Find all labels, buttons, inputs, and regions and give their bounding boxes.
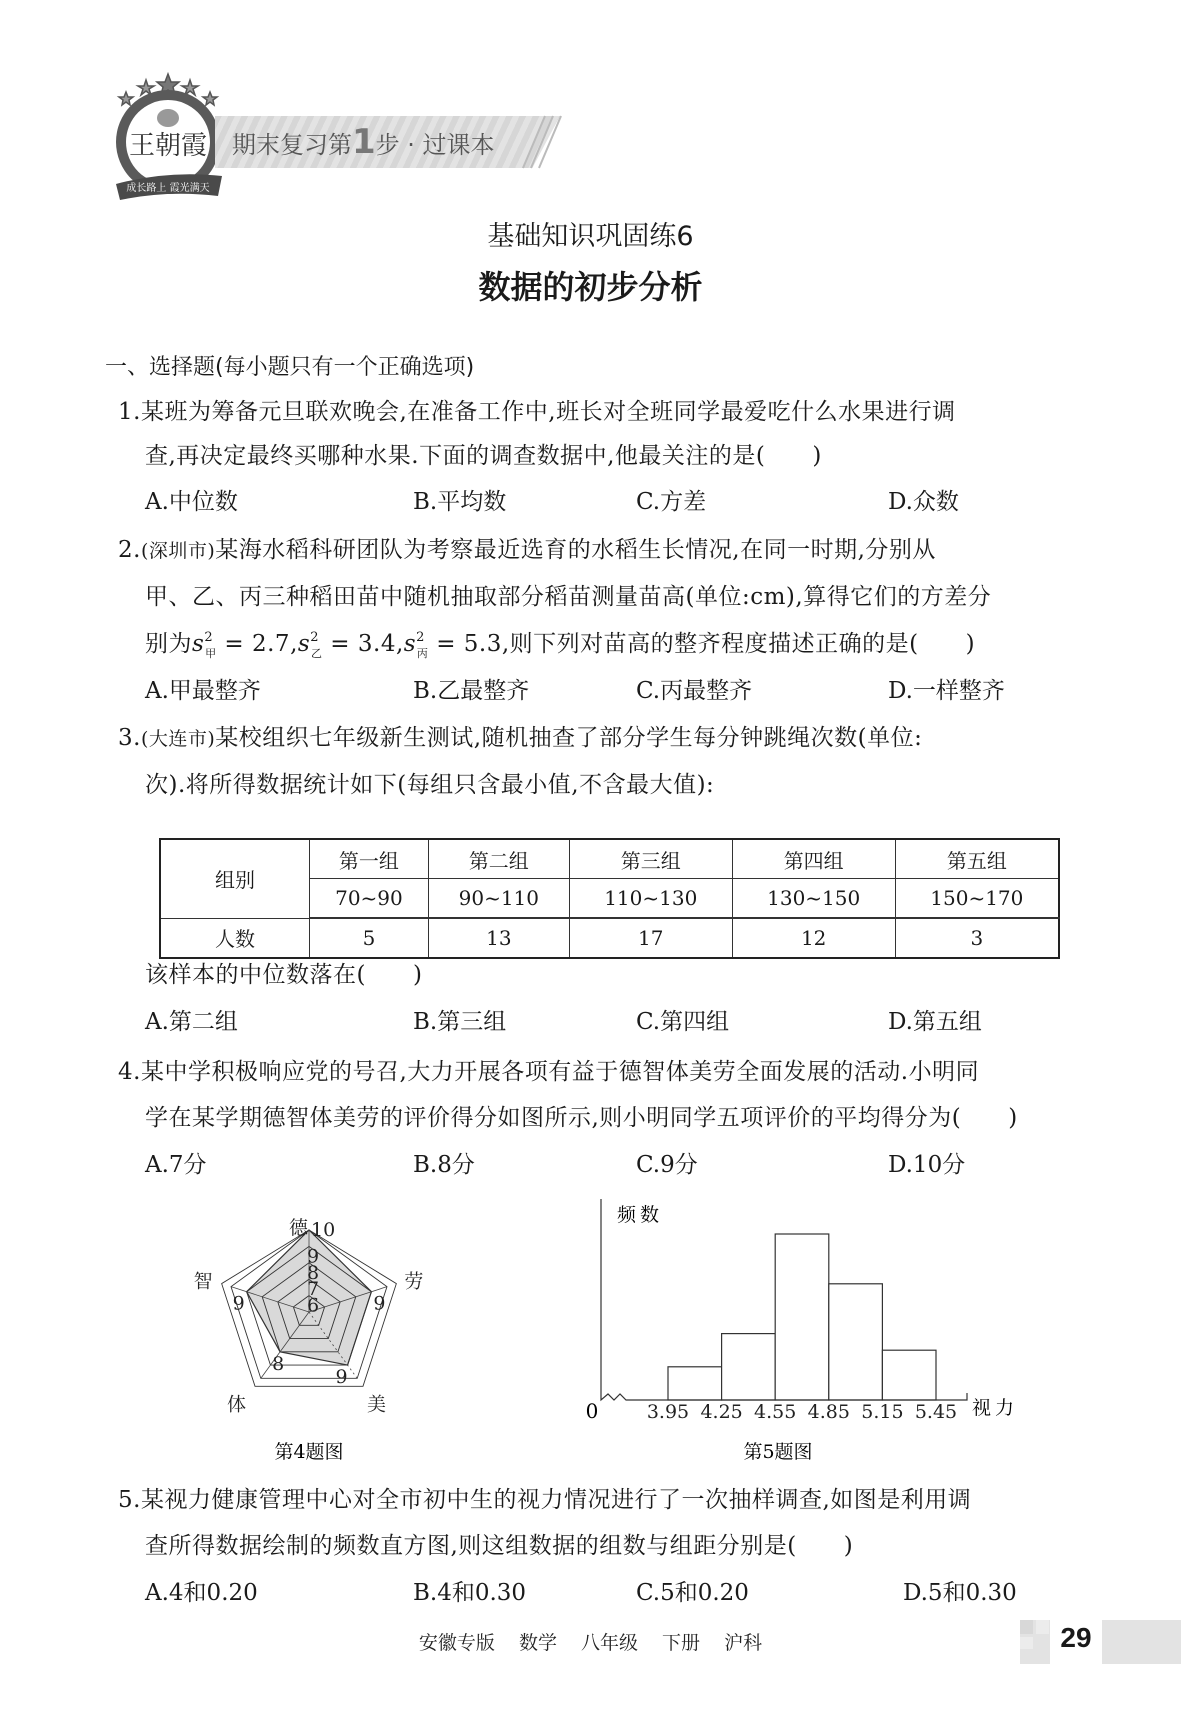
histogram-tick-labels	[647, 1401, 957, 1423]
table-group-cell: 第三组	[569, 839, 732, 879]
histogram-chart	[580, 1190, 1019, 1470]
question-number: 4.	[118, 1059, 141, 1085]
option-b[interactable]: B.乙最整齐	[413, 678, 530, 704]
radar-value-label: 9	[335, 1366, 348, 1389]
banner-title	[232, 124, 495, 163]
option-b[interactable]: B.4和0.30	[413, 1580, 527, 1606]
variance-symbol: s	[297, 631, 311, 657]
option-b[interactable]: B.8分	[413, 1152, 475, 1178]
question-text: 该样本的中位数落在( )	[145, 962, 423, 988]
table-range-cell: 130~150	[732, 879, 895, 919]
question-number: 1.	[118, 399, 141, 425]
question-text-variance	[145, 629, 975, 663]
x-tick-label: 5.15	[861, 1401, 904, 1423]
question-text: 查所得数据绘制的频数直方图,则这组数据的组数与组距分别是( )	[145, 1533, 854, 1559]
banner-suffix: 步 · 过课本	[375, 131, 495, 159]
question-text: 某海水稻科研团队为考察最近选育的水稻生长情况,在同一时期,分别从	[215, 537, 936, 563]
radar-axis-label: 智	[193, 1270, 213, 1293]
table-count-cell: 13	[428, 918, 569, 958]
radar-value-label: 9	[373, 1292, 386, 1315]
radar-scale-label: 8	[307, 1261, 320, 1284]
histogram-bar	[775, 1234, 829, 1400]
page-title: 数据的初步分析	[478, 268, 703, 306]
superscript: 2	[310, 630, 319, 645]
option-c[interactable]: C.9分	[636, 1152, 698, 1178]
table-range-cell: 90~110	[428, 879, 569, 919]
table-count-cell: 5	[310, 918, 429, 958]
histogram-bar	[829, 1284, 883, 1400]
table-count-cell: 3	[895, 918, 1059, 958]
radar-axis-label: 德	[289, 1217, 309, 1239]
figure-5-caption: 第5题图	[743, 1441, 813, 1463]
question-number: 2.	[118, 537, 141, 563]
question-3	[118, 723, 922, 754]
option-c[interactable]: C.方差	[636, 489, 707, 515]
option-d[interactable]: D.第五组	[888, 1009, 982, 1035]
table-header-group: 组别	[160, 839, 310, 918]
page-number: 29	[1060, 1622, 1092, 1653]
jump-rope-table	[159, 838, 1060, 959]
subscript: 甲	[205, 647, 217, 660]
radar-axis-label: 劳	[404, 1270, 424, 1293]
logo-name: 王朝霞	[128, 131, 208, 161]
question-text: 甲、乙、丙三种稻田苗中随机抽取部分稻苗测量苗高(单位:cm),算得它们的方差分	[145, 584, 992, 610]
table-group-cell: 第五组	[895, 839, 1059, 879]
table-range-cell: 150~170	[895, 879, 1059, 919]
radar-value-label: 8	[272, 1352, 285, 1375]
origin-label: 0	[585, 1399, 599, 1423]
table-count-cell: 17	[569, 918, 732, 958]
question-text: 某视力健康管理中心对全市初中生的视力情况进行了一次抽样调查,如图是利用调	[140, 1487, 972, 1513]
superscript: 2	[416, 630, 425, 645]
radar-chart	[170, 1190, 450, 1470]
histogram-bars	[668, 1234, 936, 1400]
text-suffix: 则下列对苗高的整齐程度描述正确的是( )	[509, 631, 976, 657]
radar-scale-label: 7	[307, 1278, 320, 1301]
y-axis-label: 频数	[617, 1204, 664, 1226]
radar-scale-label: 9	[307, 1245, 320, 1268]
table-range-cell: 70~90	[310, 879, 429, 919]
figure-4-caption: 第4题图	[274, 1441, 344, 1463]
option-d[interactable]: D.众数	[888, 489, 959, 515]
banner-prefix: 期末复习第	[232, 131, 352, 159]
option-a[interactable]: A.7分	[145, 1152, 207, 1178]
option-d[interactable]: D.5和0.30	[903, 1580, 1017, 1606]
question-text: 查,再决定最终买哪种水果.下面的调查数据中,他最关注的是( )	[145, 443, 822, 469]
banner-number: 1	[352, 122, 376, 162]
variance-value: = 5.3,	[436, 631, 510, 657]
variance-symbol: s	[403, 631, 417, 657]
x-tick-label: 4.55	[754, 1401, 797, 1423]
wangzhaoxia-logo	[108, 72, 228, 204]
table-range-cell: 110~130	[569, 879, 732, 919]
question-source: (大连市)	[140, 728, 216, 750]
histogram-bar	[668, 1367, 722, 1400]
question-1	[118, 397, 956, 427]
page-subtitle: 基础知识巩固练6	[487, 221, 694, 252]
question-text: 某校组织七年级新生测试,随机抽查了部分学生每分钟跳绳次数(单位:	[215, 725, 923, 751]
question-4	[118, 1057, 979, 1087]
x-tick-label: 3.95	[646, 1401, 690, 1423]
variance-symbol: s	[192, 631, 205, 657]
logo-motto: 成长路上 霞光满天	[126, 183, 210, 194]
histogram-bar	[722, 1334, 776, 1400]
option-a[interactable]: A.中位数	[145, 489, 238, 515]
section-heading: 一、选择题(每小题只有一个正确选项)	[105, 355, 475, 380]
subscript: 丙	[416, 647, 429, 660]
table-header-count: 人数	[160, 918, 310, 958]
footer-edition-info: 安徽专版 数学 八年级 下册 沪科	[418, 1632, 763, 1654]
variance-value: = 3.4,	[330, 631, 404, 657]
option-b[interactable]: B.第三组	[413, 1009, 507, 1035]
x-axis-label: 视力	[972, 1397, 1019, 1419]
x-tick-label: 5.45	[914, 1401, 958, 1423]
subscript: 乙	[310, 647, 323, 660]
radar-scale-label: 10	[311, 1219, 336, 1241]
radar-value-label: 9	[232, 1292, 245, 1315]
question-text: 次).将所得数据统计如下(每组只含最小值,不含最大值):	[145, 772, 715, 798]
option-d[interactable]: D.10分	[888, 1152, 966, 1178]
option-a[interactable]: A.甲最整齐	[145, 678, 261, 704]
x-tick-label: 4.85	[807, 1401, 850, 1423]
table-group-cell: 第四组	[732, 839, 895, 879]
option-a[interactable]: A.4和0.20	[145, 1580, 258, 1606]
table-group-cell: 第二组	[428, 839, 569, 879]
text-prefix: 别为	[145, 631, 192, 657]
question-text: 某班为筹备元旦联欢晚会,在准备工作中,班长对全班同学最爱吃什么水果进行调	[140, 399, 956, 425]
question-text: 某中学积极响应党的号召,大力开展各项有益于德智体美劳全面发展的活动.小明同	[140, 1059, 980, 1085]
banner-slash-decoration	[515, 116, 565, 168]
question-number: 5.	[118, 1487, 141, 1513]
radar-axis-label: 体	[227, 1393, 247, 1416]
radar-labels	[194, 1217, 424, 1415]
option-c[interactable]: C.丙最整齐	[636, 678, 753, 704]
radar-scale-label: 6	[307, 1294, 320, 1317]
question-5	[118, 1485, 971, 1515]
superscript: 2	[204, 630, 214, 645]
histogram-bar	[882, 1350, 936, 1400]
variance-value: = 2.7,	[224, 631, 298, 657]
radar-axis-label: 美	[366, 1393, 386, 1416]
option-b[interactable]: B.平均数	[413, 489, 507, 515]
table-count-cell: 12	[732, 918, 895, 958]
question-text: 学在某学期德智体美劳的评价得分如图所示,则小明同学五项评价的平均得分为( )	[145, 1105, 1018, 1131]
question-number: 3.	[118, 725, 141, 751]
question-source: (深圳市)	[140, 540, 216, 562]
option-c[interactable]: C.5和0.20	[636, 1580, 749, 1606]
question-2	[118, 535, 936, 566]
option-d[interactable]: D.一样整齐	[888, 678, 1005, 704]
option-a[interactable]: A.第二组	[145, 1009, 238, 1035]
table-group-cell: 第一组	[310, 839, 429, 879]
option-c[interactable]: C.第四组	[636, 1009, 730, 1035]
x-tick-label: 4.25	[700, 1401, 743, 1423]
